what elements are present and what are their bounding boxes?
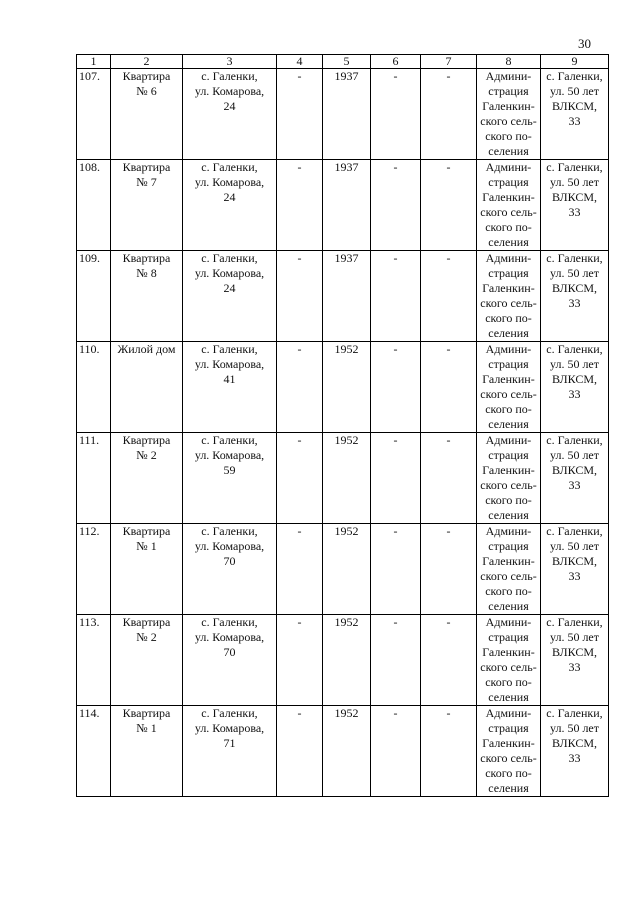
object-address: с. Галенки, ул. Комарова, 70 bbox=[183, 615, 277, 706]
column-7-value: - bbox=[421, 251, 477, 342]
table-body bbox=[77, 69, 609, 797]
object-name: Квартира № 8 bbox=[111, 251, 183, 342]
owner-address: с. Галенки, ул. 50 лет ВЛКСМ, 33 bbox=[541, 706, 609, 797]
column-header-3: 3 bbox=[183, 55, 277, 69]
column-4-value: - bbox=[277, 615, 323, 706]
column-7-value: - bbox=[421, 706, 477, 797]
column-header-1: 1 bbox=[77, 55, 111, 69]
column-header-4: 4 bbox=[277, 55, 323, 69]
row-number: 114. bbox=[77, 706, 111, 797]
column-header-8: 8 bbox=[477, 55, 541, 69]
table-header bbox=[77, 55, 609, 69]
owner-address: с. Галенки, ул. 50 лет ВЛКСМ, 33 bbox=[541, 524, 609, 615]
column-header-5: 5 bbox=[323, 55, 371, 69]
owner-address: с. Галенки, ул. 50 лет ВЛКСМ, 33 bbox=[541, 433, 609, 524]
owner-address: с. Галенки, ул. 50 лет ВЛКСМ, 33 bbox=[541, 251, 609, 342]
object-address: с. Галенки, ул. Комарова, 24 bbox=[183, 160, 277, 251]
column-header-6: 6 bbox=[371, 55, 421, 69]
year-value: 1952 bbox=[323, 342, 371, 433]
owner-name: Админи- страция Галенкин- ского сель- ского по- селения bbox=[477, 433, 541, 524]
year-value: 1952 bbox=[323, 615, 371, 706]
table-row bbox=[77, 251, 609, 342]
object-name: Квартира № 2 bbox=[111, 615, 183, 706]
column-6-value: - bbox=[371, 251, 421, 342]
owner-name: Админи- страция Галенкин- ского сель- ского по- селения bbox=[477, 69, 541, 160]
column-header-9: 9 bbox=[541, 55, 609, 69]
table-row bbox=[77, 524, 609, 615]
year-value: 1952 bbox=[323, 433, 371, 524]
column-6-value: - bbox=[371, 433, 421, 524]
object-name: Жилой дом bbox=[111, 342, 183, 433]
year-value: 1937 bbox=[323, 160, 371, 251]
column-7-value: - bbox=[421, 69, 477, 160]
column-6-value: - bbox=[371, 706, 421, 797]
column-7-value: - bbox=[421, 433, 477, 524]
row-number: 109. bbox=[77, 251, 111, 342]
table-row bbox=[77, 160, 609, 251]
row-number: 108. bbox=[77, 160, 111, 251]
column-7-value: - bbox=[421, 160, 477, 251]
owner-address: с. Галенки, ул. 50 лет ВЛКСМ, 33 bbox=[541, 160, 609, 251]
object-address: с. Галенки, ул. Комарова, 59 bbox=[183, 433, 277, 524]
row-number: 113. bbox=[77, 615, 111, 706]
column-4-value: - bbox=[277, 251, 323, 342]
object-name: Квартира № 6 bbox=[111, 69, 183, 160]
column-header-2: 2 bbox=[111, 55, 183, 69]
object-address: с. Галенки, ул. Комарова, 24 bbox=[183, 69, 277, 160]
column-6-value: - bbox=[371, 69, 421, 160]
column-6-value: - bbox=[371, 160, 421, 251]
row-number: 112. bbox=[77, 524, 111, 615]
year-value: 1937 bbox=[323, 251, 371, 342]
table-row bbox=[77, 433, 609, 524]
row-number: 107. bbox=[77, 69, 111, 160]
object-address: с. Галенки, ул. Комарова, 71 bbox=[183, 706, 277, 797]
owner-address: с. Галенки, ул. 50 лет ВЛКСМ, 33 bbox=[541, 342, 609, 433]
header-row bbox=[77, 55, 609, 69]
row-number: 111. bbox=[77, 433, 111, 524]
page-number: 30 bbox=[578, 36, 591, 51]
owner-address: с. Галенки, ул. 50 лет ВЛКСМ, 33 bbox=[541, 615, 609, 706]
object-name: Квартира № 2 bbox=[111, 433, 183, 524]
column-4-value: - bbox=[277, 342, 323, 433]
row-number: 110. bbox=[77, 342, 111, 433]
object-address: с. Галенки, ул. Комарова, 41 bbox=[183, 342, 277, 433]
year-value: 1952 bbox=[323, 524, 371, 615]
owner-address: с. Галенки, ул. 50 лет ВЛКСМ, 33 bbox=[541, 69, 609, 160]
column-7-value: - bbox=[421, 342, 477, 433]
owner-name: Админи- страция Галенкин- ского сель- ского по- селения bbox=[477, 160, 541, 251]
owner-name: Админи- страция Галенкин- ского сель- ского по- селения bbox=[477, 706, 541, 797]
object-name: Квартира № 7 bbox=[111, 160, 183, 251]
owner-name: Админи- страция Галенкин- ского сель- ского по- селения bbox=[477, 524, 541, 615]
column-6-value: - bbox=[371, 342, 421, 433]
object-address: с. Галенки, ул. Комарова, 24 bbox=[183, 251, 277, 342]
column-4-value: - bbox=[277, 433, 323, 524]
owner-name: Админи- страция Галенкин- ского сель- ского по- селения bbox=[477, 251, 541, 342]
year-value: 1937 bbox=[323, 69, 371, 160]
property-registry-table bbox=[76, 54, 609, 797]
column-4-value: - bbox=[277, 160, 323, 251]
owner-name: Админи- страция Галенкин- ского сель- ского по- селения bbox=[477, 342, 541, 433]
table-row bbox=[77, 706, 609, 797]
object-address: с. Галенки, ул. Комарова, 70 bbox=[183, 524, 277, 615]
column-header-7: 7 bbox=[421, 55, 477, 69]
year-value: 1952 bbox=[323, 706, 371, 797]
object-name: Квартира № 1 bbox=[111, 524, 183, 615]
column-4-value: - bbox=[277, 69, 323, 160]
table-row bbox=[77, 342, 609, 433]
owner-name: Админи- страция Галенкин- ского сель- ского по- селения bbox=[477, 615, 541, 706]
table-row bbox=[77, 615, 609, 706]
column-4-value: - bbox=[277, 706, 323, 797]
column-6-value: - bbox=[371, 615, 421, 706]
column-7-value: - bbox=[421, 615, 477, 706]
column-7-value: - bbox=[421, 524, 477, 615]
column-4-value: - bbox=[277, 524, 323, 615]
table-row bbox=[77, 69, 609, 160]
object-name: Квартира № 1 bbox=[111, 706, 183, 797]
column-6-value: - bbox=[371, 524, 421, 615]
